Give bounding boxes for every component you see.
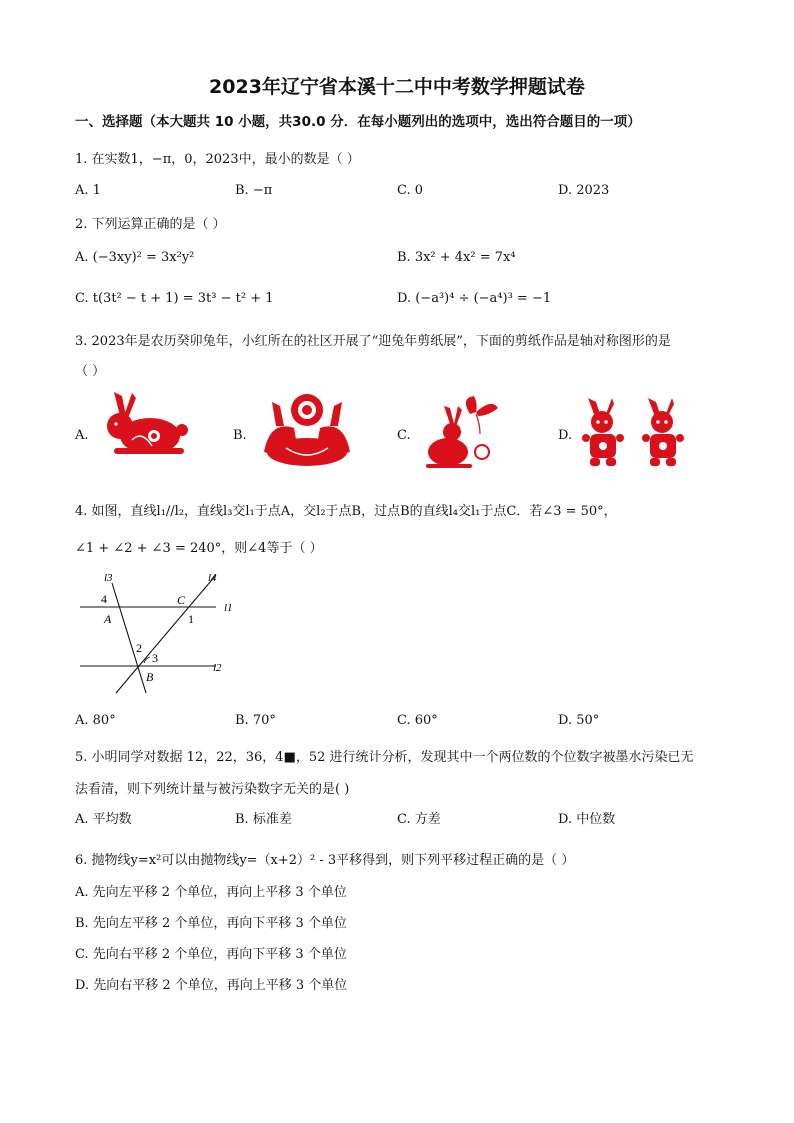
- question-1-stem: 1. 在实数1，−π，0，2023中，最小的数是（ ）: [75, 152, 360, 167]
- parallel-lines-figure: [78, 565, 248, 695]
- question-3-stem-cont: （ ）: [75, 364, 106, 379]
- question-4-stem: 4. 如图，直线l₁//l₂，直线l₃交l₁于点A，交l₂于点B，过点B的直线l₄交l₁于点C．若∠3 = 50°，: [75, 504, 617, 519]
- question-6-stem: 6. 抛物线y=x²可以由抛物线y=（x+2）² - 3平移得到，则下列平移过程正确的是（ ）: [75, 853, 575, 868]
- label-point-b: B: [146, 670, 154, 684]
- question-4-option-c[interactable]: C. 60°: [397, 713, 438, 728]
- question-3-option-a[interactable]: A.: [75, 428, 89, 443]
- question-5-option-c[interactable]: C. 方差: [397, 812, 441, 827]
- rabbit-papercut-b-image: [256, 392, 358, 468]
- question-2-option-a[interactable]: A. (−3xy)² = 3x²y²: [75, 250, 195, 265]
- question-2-stem: 2. 下列运算正确的是（ ）: [75, 217, 226, 232]
- question-3-option-c[interactable]: C.: [397, 428, 411, 443]
- section-heading: 一、选择题（本大题共 10 小题，共30.0 分．在每小题列出的选项中，选出符合题目的一项）: [75, 114, 641, 130]
- question-5-option-a[interactable]: A. 平均数: [75, 812, 132, 827]
- question-4-stem-cont: ∠1 + ∠2 + ∠3 = 240°，则∠4等于（ ）: [75, 541, 323, 556]
- label-l3: l3: [104, 572, 113, 584]
- question-4-option-b[interactable]: B. 70°: [235, 713, 276, 728]
- label-point-a: A: [104, 612, 112, 626]
- question-3-stem: 3. 2023年是农历癸卯兔年，小红所在的社区开展了“迎兔年剪纸展”，下面的剪纸作品是轴对称图形的是: [75, 334, 671, 349]
- question-5-option-b[interactable]: B. 标准差: [235, 812, 292, 827]
- question-1-option-c[interactable]: C. 0: [397, 183, 424, 198]
- question-5-stem: 5. 小明同学对数据 12，22，36，4■，52 进行统计分析，发现其中一个两位数的个位数字被墨水污染已无: [75, 750, 694, 765]
- question-3-option-d[interactable]: D.: [558, 428, 573, 443]
- question-1-option-d[interactable]: D. 2023: [558, 183, 610, 198]
- label-l2: l2: [213, 662, 222, 674]
- question-4-option-d[interactable]: D. 50°: [558, 713, 600, 728]
- question-3-option-b[interactable]: B.: [233, 428, 247, 443]
- question-2-option-d[interactable]: D. (−a³)⁴ ÷ (−a⁴)³ = −1: [397, 291, 552, 306]
- rabbit-papercut-c-image: [418, 394, 500, 470]
- question-5-stem-cont: 法看清，则下列统计量与被污染数字无关的是( ): [75, 782, 350, 797]
- label-angle-1: 1: [188, 612, 194, 626]
- question-2-option-c[interactable]: C. t(3t² − t + 1) = 3t³ − t² + 1: [75, 291, 274, 306]
- question-5-option-d[interactable]: D. 中位数: [558, 812, 616, 827]
- label-l1: l1: [224, 602, 233, 614]
- question-2-option-b[interactable]: B. 3x² + 4x² = 7x⁴: [397, 250, 516, 265]
- label-angle-4: 4: [101, 592, 107, 606]
- question-1-option-b[interactable]: B. −π: [235, 183, 273, 198]
- question-4-option-a[interactable]: A. 80°: [75, 713, 116, 728]
- question-6-option-b[interactable]: B. 先向左平移 2 个单位，再向下平移 3 个单位: [75, 916, 347, 931]
- label-angle-3: 3: [152, 651, 158, 665]
- question-1-option-a[interactable]: A. 1: [75, 183, 101, 198]
- question-6-option-c[interactable]: C. 先向右平移 2 个单位，再向下平移 3 个单位: [75, 947, 347, 962]
- rabbit-papercut-a-image: [92, 390, 192, 458]
- label-angle-2: 2: [136, 641, 142, 655]
- rabbit-papercut-d-image: [580, 396, 688, 470]
- label-l4: l4: [208, 572, 217, 584]
- page-title: 2023年辽宁省本溪十二中中考数学押题试卷: [209, 76, 585, 98]
- question-6-option-a[interactable]: A. 先向左平移 2 个单位，再向上平移 3 个单位: [75, 885, 347, 900]
- question-6-option-d[interactable]: D. 先向右平移 2 个单位，再向上平移 3 个单位: [75, 978, 348, 993]
- label-point-c: C: [177, 593, 186, 607]
